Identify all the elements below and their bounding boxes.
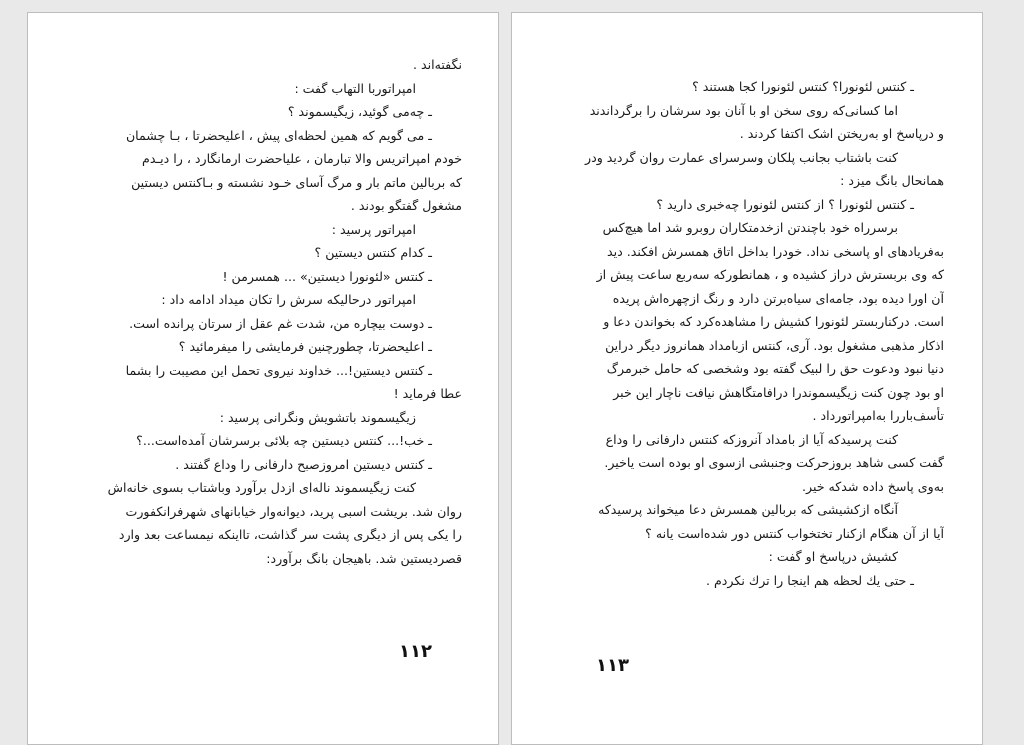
text-line: کنت باشتاب بجانب پلکان وسرسرای عمارت روان گردید ودر <box>585 149 898 165</box>
text-line: ـ کنتس دیستین!... خداوند نیروی تحمل این مصیبت را بشما <box>125 362 432 378</box>
text-line: اذکار مذهبی مشغول بود. آری، کنتس ازبامداد همانروز دیگر دراین <box>605 337 944 353</box>
page-number: ١١٣ <box>596 655 629 676</box>
text-line: کنت پرسیدکه آیا از بامداد آنروزکه کنتس دارفانی را وداع <box>605 431 898 447</box>
text-line: زیگیسموند باتشویش ونگرانی پرسید : <box>219 409 416 425</box>
text-line: ـ خب!... کنتس دیستین چه بلائی برسرشان آمده‌است...؟ <box>136 433 432 448</box>
text-line: ـ حتی یك لحظه هم اینجا را ترك نکردم . <box>706 572 914 588</box>
text-line: کنت زیگیسموند ناله‌ای ازدل برآورد وباشتاب بسوی خانه‌اش <box>107 480 416 495</box>
text-line: کشیش درپاسخ او گفت : <box>768 549 898 564</box>
text-line: است. درکناربستر لئونورا کشیش را مشاهده‌کرد که بخواندن دعا و <box>603 314 944 329</box>
text-line: را یکی پس از دیگری پشت سر گذاشت، تااینکه نیمساعت بعد وارد <box>118 527 462 542</box>
text-line: به‌وی پاسخ داده شدکه خیر. <box>802 478 944 494</box>
text-line: ـ کدام کنتس دیستین ؟ <box>314 245 432 260</box>
text-line: ـ کنتس دیستین امروزصبح دارفانی را وداع گفتند . <box>175 456 432 472</box>
text-line: امپراتور پرسید : <box>331 221 416 237</box>
text-line: آنگاه ازکشیشی که بربالین همسرش دعا میخواند پرسیدکه <box>598 502 898 517</box>
text-line: او بود چون کنت زیگیسموندرا درافامتگاهش نیافت ناچار این خبر <box>613 384 944 400</box>
text-line: روان شد. بریشت اسبی پرید، دیوانه‌وار خیابانهای شهرفرانکفورت <box>125 503 462 519</box>
text-line: ـ کنتس لئونورا؟ کنتس لئونورا کجا هستند ؟ <box>692 79 914 94</box>
text-line: قصر‌دیستین شد. باهیجان بانگ برآورد: <box>266 550 462 566</box>
text-line: نگفته‌اند . <box>412 57 462 72</box>
left-page-text <box>70 53 462 570</box>
right-page <box>511 12 983 745</box>
text-line: همانحال بانگ میزد : <box>840 173 944 188</box>
right-page-text <box>548 75 944 592</box>
text-line: ـ اعلیحضرتا، چطورچنین فرمایشی را میفرمائید ؟ <box>178 339 432 354</box>
text-line: ـ کنتس «لئونورا دیستین» ... همسرمن ! <box>222 268 432 284</box>
text-line: ـ کنتس لئونورا ؟ از کنتس لئونورا چه‌خبری دارید ؟ <box>656 196 914 212</box>
text-line: به‌فریادهای او پاسخی نداد. خودرا بداخل اتاق همسرش افکند. دید <box>607 243 944 259</box>
text-line: دنیا نبود ودعوت حق را لبیک گفته بود وشخصی که حامل خبرمرگ <box>606 361 944 376</box>
text-line: برسرراه خود باچندتن ازخدمتکاران روبرو شد اما هیچ‌کس <box>602 220 898 235</box>
text-line: اما کسانی‌که روی سخن او با آنان بود سرشان را برگرداندند <box>589 102 898 118</box>
text-line: که وی بربسترش دراز کشیده و ، همانطورکه سه‌ربع ساعت پیش از <box>596 267 944 282</box>
text-line: ـ می گویم که همین لحظه‌ای پیش ، اعلیحضرتا ، بـا چشمان <box>125 127 432 143</box>
text-line: امپراتوربا التهاب گفت : <box>294 80 416 96</box>
text-line: که بربالین ماتم بار و مرگ آسای خـود نشسته و بـاکنتس دیستین <box>131 174 462 190</box>
text-line: خودم امپراتریس والا تبارمان ، علیاحضرت ارمانگارد ، را دیـدم <box>142 151 462 166</box>
text-line: ـ چه‌می گوئید، زیگیسموند ؟ <box>287 104 432 119</box>
page-number: ١١٢ <box>399 641 432 662</box>
text-line: امپراتور درحالیکه سرش را تکان میداد ادامه داد : <box>161 292 416 307</box>
text-line: آیا از آن هنگام ازکنار تختخواب کنتس دور شده‌است یانه ؟ <box>645 525 944 541</box>
text-line: عطا فرماید ! <box>393 386 462 401</box>
text-line: گفت کسی شاهد بروزحرکت وجنبشی ازسوی او بوده است یاخیر. <box>604 455 944 470</box>
text-line: و درپاسخ او به‌ریختن اشک اکتفا کردند . <box>739 126 944 141</box>
text-line: تأسف‌باررا به‌امپراتورداد . <box>812 408 944 423</box>
text-line: ـ دوست بیچاره من، شدت غم عقل از سرتان پرانده است. <box>129 315 432 331</box>
text-line: مشغول گفتگو بودند . <box>350 198 462 213</box>
left-page <box>27 12 499 745</box>
text-line: آن اورا دیده بود، جامه‌ای سیاه‌برتن دارد و رنگ ازچهره‌اش پریده <box>612 290 944 306</box>
